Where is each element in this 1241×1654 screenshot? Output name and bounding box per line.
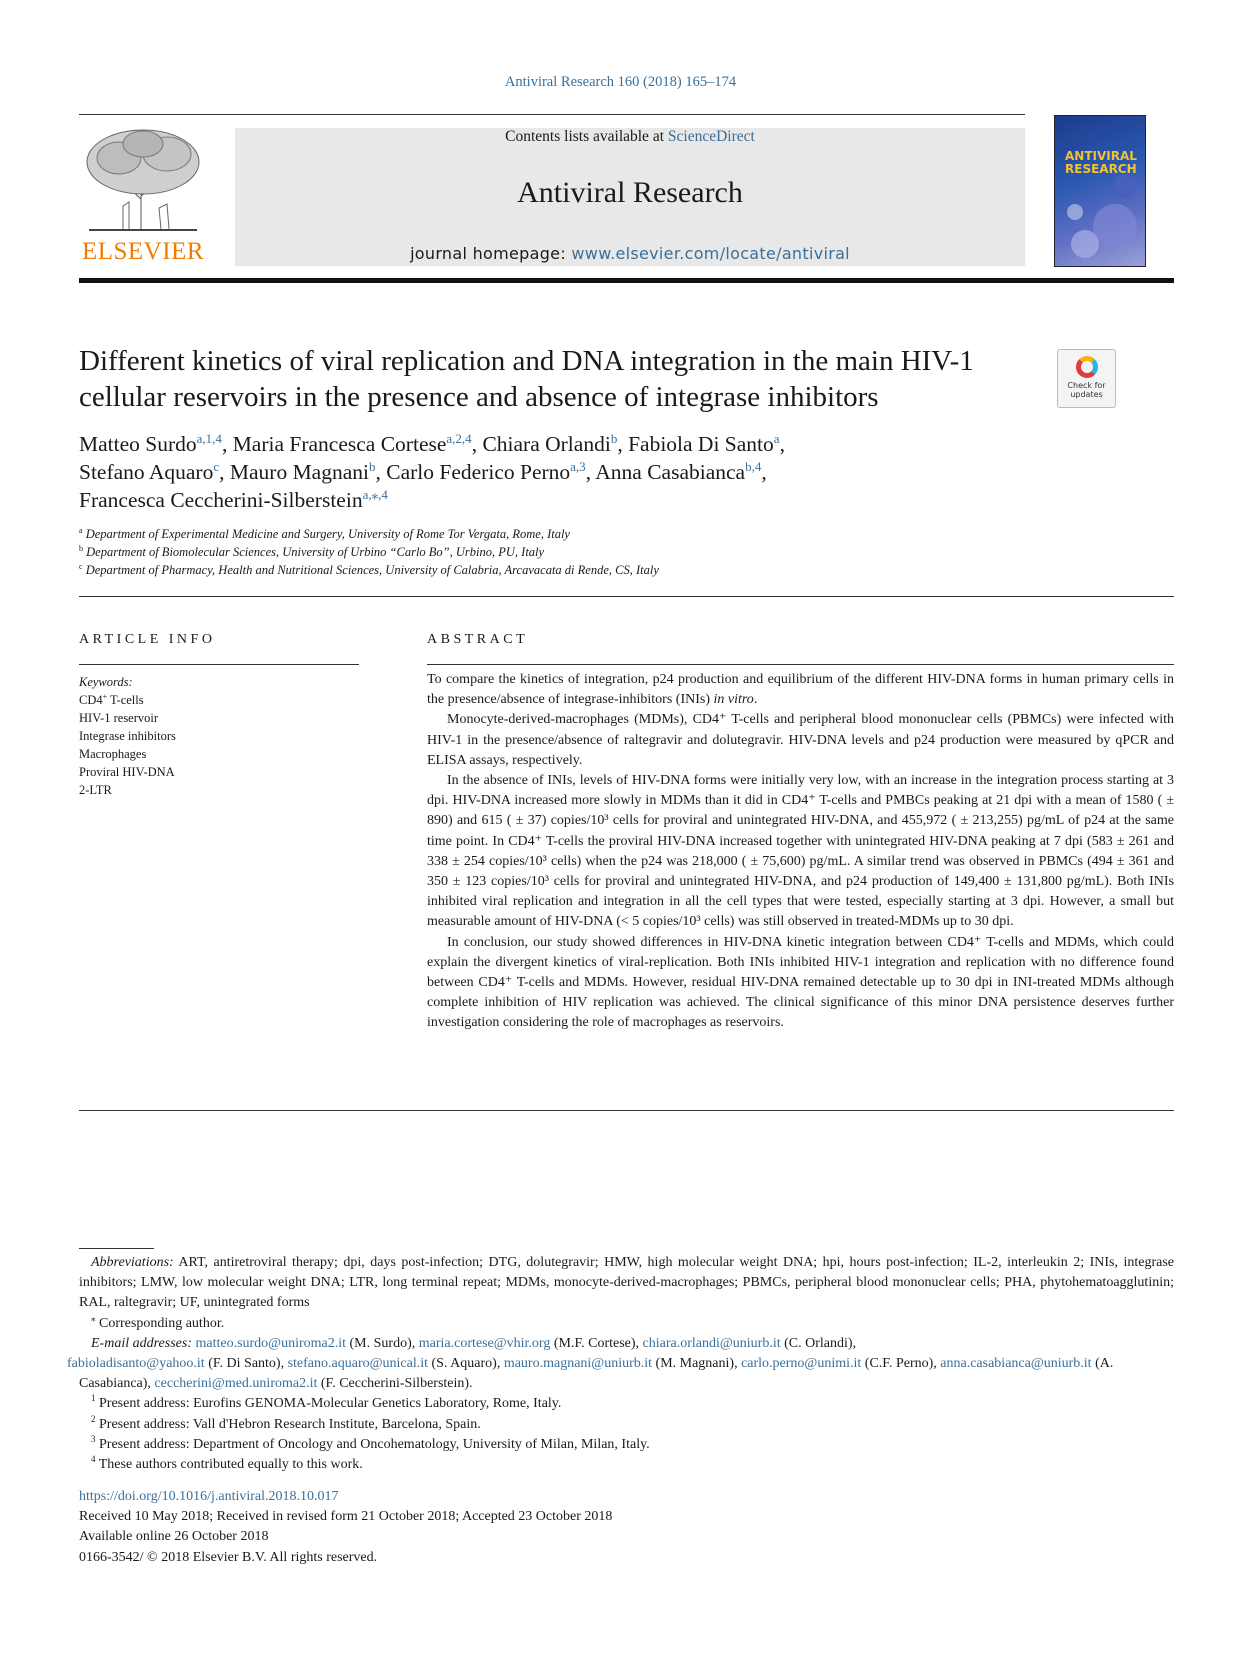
online-date: Available online 26 October 2018 (79, 1529, 269, 1545)
equal-contribution-note: $^4$ These authors contributed equally to this work. (91, 1454, 363, 1473)
abstract-divider (427, 664, 1174, 665)
author-affil-link[interactable]: b,4 (745, 459, 762, 474)
journal-name: Antiviral Research (517, 176, 743, 209)
author-affil-link[interactable]: a,1,4 (196, 431, 222, 446)
present-address-note: $^1$ Present address: Eurofins GENOMA-Molecular Genetics Laboratory, Rome, Italy. (91, 1393, 562, 1412)
email-link[interactable]: ceccherini@med.uniroma2.it (154, 1376, 318, 1392)
author-affil-link[interactable]: b (369, 459, 376, 474)
homepage-prefix: journal homepage: (410, 244, 567, 263)
journal-cover-image[interactable] (1054, 115, 1146, 267)
author-name: Mauro Magnani (229, 460, 369, 484)
journal-homepage (235, 244, 1025, 263)
author-name: Francesca Ceccherini-Silberstein (79, 488, 363, 512)
contents-availability (235, 128, 1025, 146)
check-for-updates-button[interactable] (1057, 349, 1116, 408)
author-affil-link[interactable]: a (773, 431, 780, 446)
elsevier-tree-icon (79, 124, 207, 234)
elsevier-logo (79, 124, 207, 266)
check-updates-label-2: updates (1070, 390, 1103, 399)
affiliation-item: $^b$ Department of Biomolecular Sciences, University of Urbino “Carlo Bo”, Urbino, PU, Italy (79, 544, 545, 559)
keyword-item: 2-LTR (79, 783, 112, 797)
abbreviations-note: Abbreviations: ART, antiretroviral therapy; dpi, days post-infection; DTG, dolutegravir; HMW, high molecular weight DNA; hpi, hours post-infection; IL-2, interleukin 2; INIs, integrase inhibitors; LMW, low molecular weight DNA; LTR, long terminal repeat; MDMs, monocyte-derived-macrophages; PBMCs, peripheral blood mononuclear cells; PHA, phytohematoagglutinin; RAL, raltegravir; UF, unintegrated forms (79, 1255, 1175, 1311)
email-link[interactable]: mauro.magnani@uniurb.it (503, 1356, 653, 1372)
cover-title: ANTIVIRAL RESEARCH (1065, 149, 1137, 176)
email-link[interactable]: anna.casabianca@uniurb.it (940, 1356, 1092, 1372)
email-link[interactable]: fabioladisanto@yahoo.it (67, 1356, 205, 1372)
abstract-paragraph: To compare the kinetics of integration, p24 production and equilibrium of the different HIV-DNA forms in human primary cells in the presence/absence of integrase-inhibitors (INIs) in vitro. (427, 672, 1174, 708)
keyword-item: Proviral HIV-DNA (79, 765, 175, 779)
elsevier-wordmark: ELSEVIER (81, 238, 205, 265)
author-name: Anna Casabianca (595, 460, 746, 484)
keyword-item: CD4+ T-cells (79, 692, 144, 707)
homepage-link[interactable]: www.elsevier.com/locate/antiviral (571, 244, 850, 263)
article-title: Different kinetics of viral replication and DNA integration in the main HIV-1 cellular reservoirs in the presence and absence of integrase inhibitors (79, 345, 974, 413)
keyword-item: Macrophages (79, 747, 147, 761)
author-affil-link[interactable]: a,3 (570, 459, 586, 474)
abstract-body (427, 670, 1174, 1034)
author-name: Matteo Surdo (79, 432, 197, 456)
email-link[interactable]: stefano.aquaro@unical.it (287, 1356, 428, 1372)
keyword-item: HIV-1 reservoir (79, 711, 159, 725)
abstract-bottom-divider (79, 1110, 1174, 1111)
affiliation-item: $^c$ Department of Pharmacy, Health and Nutritional Sciences, University of Calabria, Arcavacata di Rende, CS, Italy (79, 562, 659, 577)
author-affil-link[interactable]: a,2,4 (446, 431, 472, 446)
journal-citation[interactable]: Antiviral Research 160 (2018) 165–174 (504, 74, 737, 90)
keywords-label: Keywords: (79, 675, 133, 689)
email-link[interactable]: carlo.perno@unimi.it (741, 1356, 862, 1372)
author-affil-link[interactable]: b (610, 431, 618, 446)
email-link[interactable]: matteo.surdo@uniroma2.it (195, 1335, 347, 1351)
doi-link[interactable]: https://doi.org/10.1016/j.antiviral.2018.10.017 (79, 1489, 339, 1504)
received-dates: Received 10 May 2018; Received in revised form 21 October 2018; Accepted 23 October 2018 (79, 1509, 613, 1525)
author-affil-link[interactable]: a,⁎,4 (362, 487, 388, 502)
author-affil-link[interactable]: c (213, 459, 220, 474)
section-divider (79, 596, 1174, 597)
header-divider (79, 114, 1025, 115)
present-address-note: $^2$ Present address: Vall d'Hebron Research Institute, Barcelona, Spain. (91, 1413, 481, 1432)
abstract-paragraph: In the absence of INIs, levels of HIV-DNA forms were initially very low, with an increase in the integration process starting at 3 dpi. HIV-DNA increased more slowly in MDMs than it did in CD4⁺ T-cells and PMBCs peaking at 21 dpi with a mean of 1580 ( ± 890) and 615 ( ± 37) copies/10³ cells for proviral and unintegrated HIV-DNA, and 455,972 ( ± 213,255) pg/mL of p24 at the same time point. In CD4⁺ T-cells the proviral HIV-DNA increased together with unintegrated HIV-DNA peaking at 7 dpi (583 ± 261 and 338 ± 254 copies/10³ cells) when the p24 was 218,000 ( ± 75,600) pg/mL. A similar trend was observed in PBMCs (494 ± 361 and 350 ± 123 copies/10³ cells for proviral and unintegrated HIV-DNA, and p24 production of 149,400 ± 131,800 pg/mL). Both INIs inhibited viral replication and integration in all the cell types that were tested, especially starting at 3 dpi. However, a small but measurable amount of HIV-DNA (< 5 copies/10³ cells) was still observed in treated-MDMs up to 30 dpi. (427, 773, 1174, 930)
keywords-list (79, 673, 359, 799)
abstract-heading: ABSTRACT (427, 632, 529, 647)
article-info-divider (79, 664, 359, 665)
keyword-item: Integrase inhibitors (79, 729, 176, 743)
sciencedirect-link[interactable]: ScienceDirect (667, 128, 755, 145)
author-name: Stefano Aquaro (79, 460, 214, 484)
abstract-paragraph: In conclusion, our study showed differences in HIV-DNA kinetic integration between CD4⁺ T-cells and MDMs, which could explain the divergent kinetics of viral-replication. Both INIs inhibited HIV-1 integration and replication with no difference found between CD4⁺ T-cells and MDMs. However, residual HIV-DNA remained detectable up to 30 dpi in INI-treated MDMs although complete inhibition of HIV replication was achieved. The clinical significance of this minor DNA persistence deserves further investigation considering the role of macrophages as reservoirs. (427, 934, 1174, 1031)
affiliation-item: $^a$ Department of Experimental Medicine and Surgery, University of Rome Tor Vergata, Rome, Italy (79, 526, 570, 541)
cover-art-icon (1055, 116, 1145, 266)
contents-prefix: Contents lists available at (505, 128, 665, 145)
author-name: Maria Francesca Cortese (232, 432, 447, 456)
author-name: Carlo Federico Perno (386, 460, 571, 484)
copyright: 0166-3542/ © 2018 Elsevier B.V. All rights reserved. (79, 1549, 378, 1565)
corresponding-note: ⁎ Corresponding author. (91, 1312, 225, 1331)
article-info-heading: ARTICLE INFO (79, 632, 216, 647)
email-link[interactable]: chiara.orlandi@uniurb.it (642, 1335, 781, 1351)
bibliographic-info (79, 1487, 1174, 1568)
journal-banner (235, 128, 1025, 266)
email-addresses: E-mail addresses: matteo.surdo@uniroma2.it (M. Surdo), maria.cortese@vhir.org (M.F. Cortese), chiara.orlandi@uniurb.it (C. Orlandi), fabioladisanto@yahoo.it (F. Di Santo), stefano.aquaro@unical.it (S. Aquaro), mauro.magnani@uniurb.it (M. Magnani), carlo.perno@unimi.it (C.F. Perno), anna.casabianca@uniurb.it (A. Casabianca), ceccherini@med.uniroma2.it (F. Ceccherini-Silberstein). (67, 1335, 1114, 1392)
check-updates-icon (1076, 356, 1098, 378)
author-name: Fabiola Di Santo (628, 432, 774, 456)
present-address-note: $^3$ Present address: Department of Oncology and Oncohematology, University of Milan, Milan, Italy. (91, 1433, 650, 1452)
affiliations (79, 525, 1079, 579)
check-updates-label-1: Check for (1067, 381, 1106, 390)
email-link[interactable]: maria.cortese@vhir.org (418, 1335, 551, 1351)
author-list: Matteo Surdo$^{a,1,4}$, Maria Francesca Cortese$^{a,2,4}$, Chiara Orlandi$^b$, Fabiola Di Santo$^a$, Stefano Aquaro$^c$, Mauro Magnani$^b$, Carlo Federico Perno$^{a,3}$, Anna Casabianca$^{b,4}$, Francesca Ceccherini-Silberstein$^{a,⁎,4}$ (79, 431, 785, 512)
author-name: Chiara Orlandi (482, 432, 611, 456)
abstract-paragraph: Monocyte-derived-macrophages (MDMs), CD4⁺ T-cells and peripheral blood mononuclear cells (PBMCs) were infected with HIV-1 in the presence/absence of raltegravir and dolutegravir. HIV-DNA levels and p24 production were measured by qPCR and ELISA assays, respectively. (427, 712, 1174, 768)
header-thick-divider (79, 278, 1174, 283)
footnotes (67, 1253, 1175, 1475)
footnote-divider (79, 1248, 154, 1249)
